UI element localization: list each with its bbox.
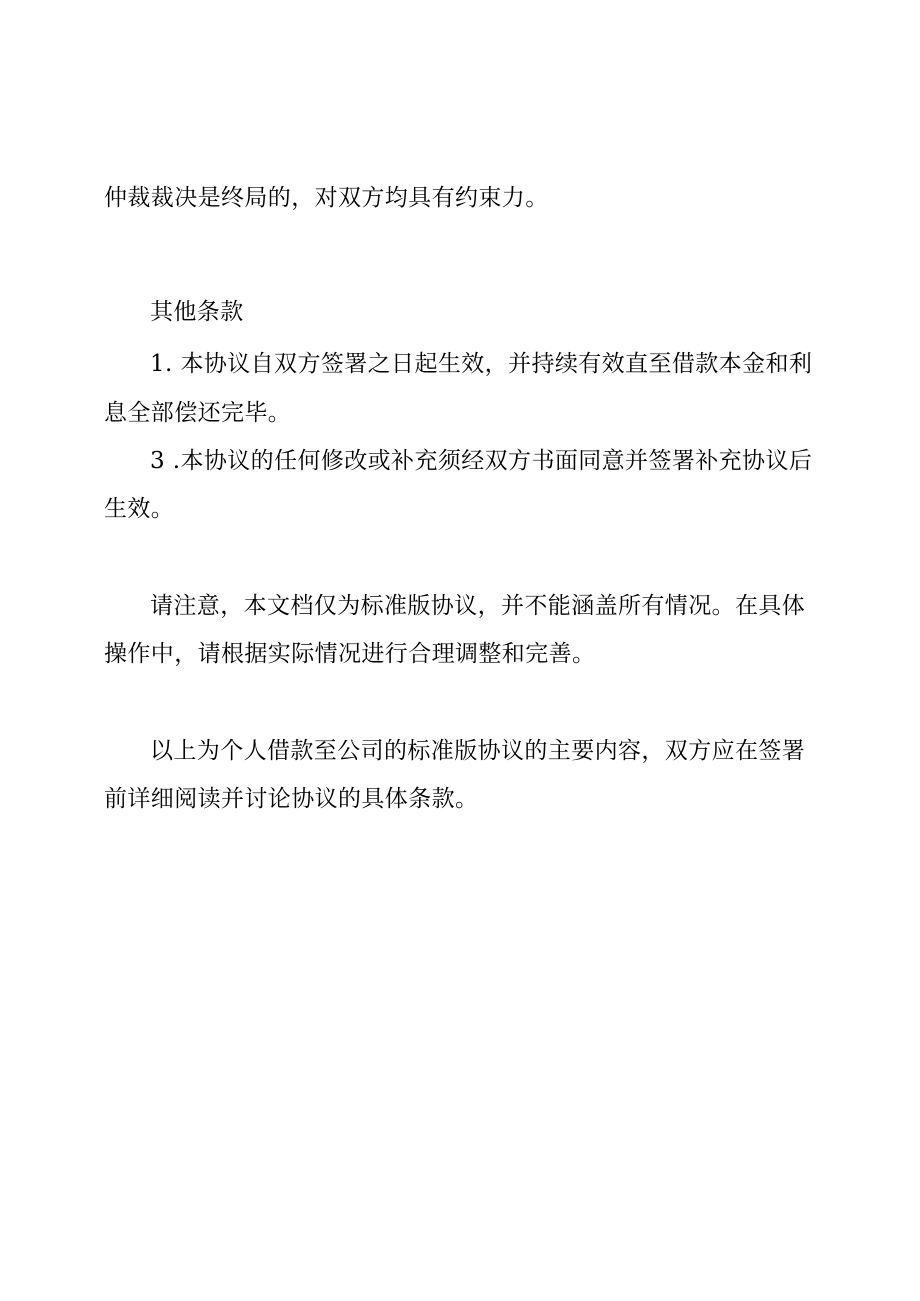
clause-1-line-1: 1. 本协议自双方签署之日起生效，并持续有效直至借款本金和利 [150, 351, 813, 377]
summary-line-1: 以上为个人借款至公司的标准版协议的主要内容，双方应在签署 [150, 738, 806, 764]
other-terms-heading: 其他条款 [150, 299, 244, 325]
clause-1-line-2: 息全部偿还完毕。 [104, 400, 292, 426]
summary-line-2: 前详细阅读并讨论协议的具体条款。 [104, 786, 479, 812]
notice-line-2: 操作中，请根据实际情况进行合理调整和完善。 [104, 641, 596, 667]
notice-line-1: 请注意，本文档仅为标准版协议，并不能涵盖所有情况。在具体 [150, 593, 806, 619]
clause-3-line-2: 生效。 [104, 496, 175, 522]
clause-3-line-1: 3 .本协议的任何修改或补充须经双方书面同意并签署补充协议后 [150, 448, 813, 474]
arbitration-clause-end: 仲裁裁决是终局的，对双方均具有约束力。 [104, 185, 549, 211]
